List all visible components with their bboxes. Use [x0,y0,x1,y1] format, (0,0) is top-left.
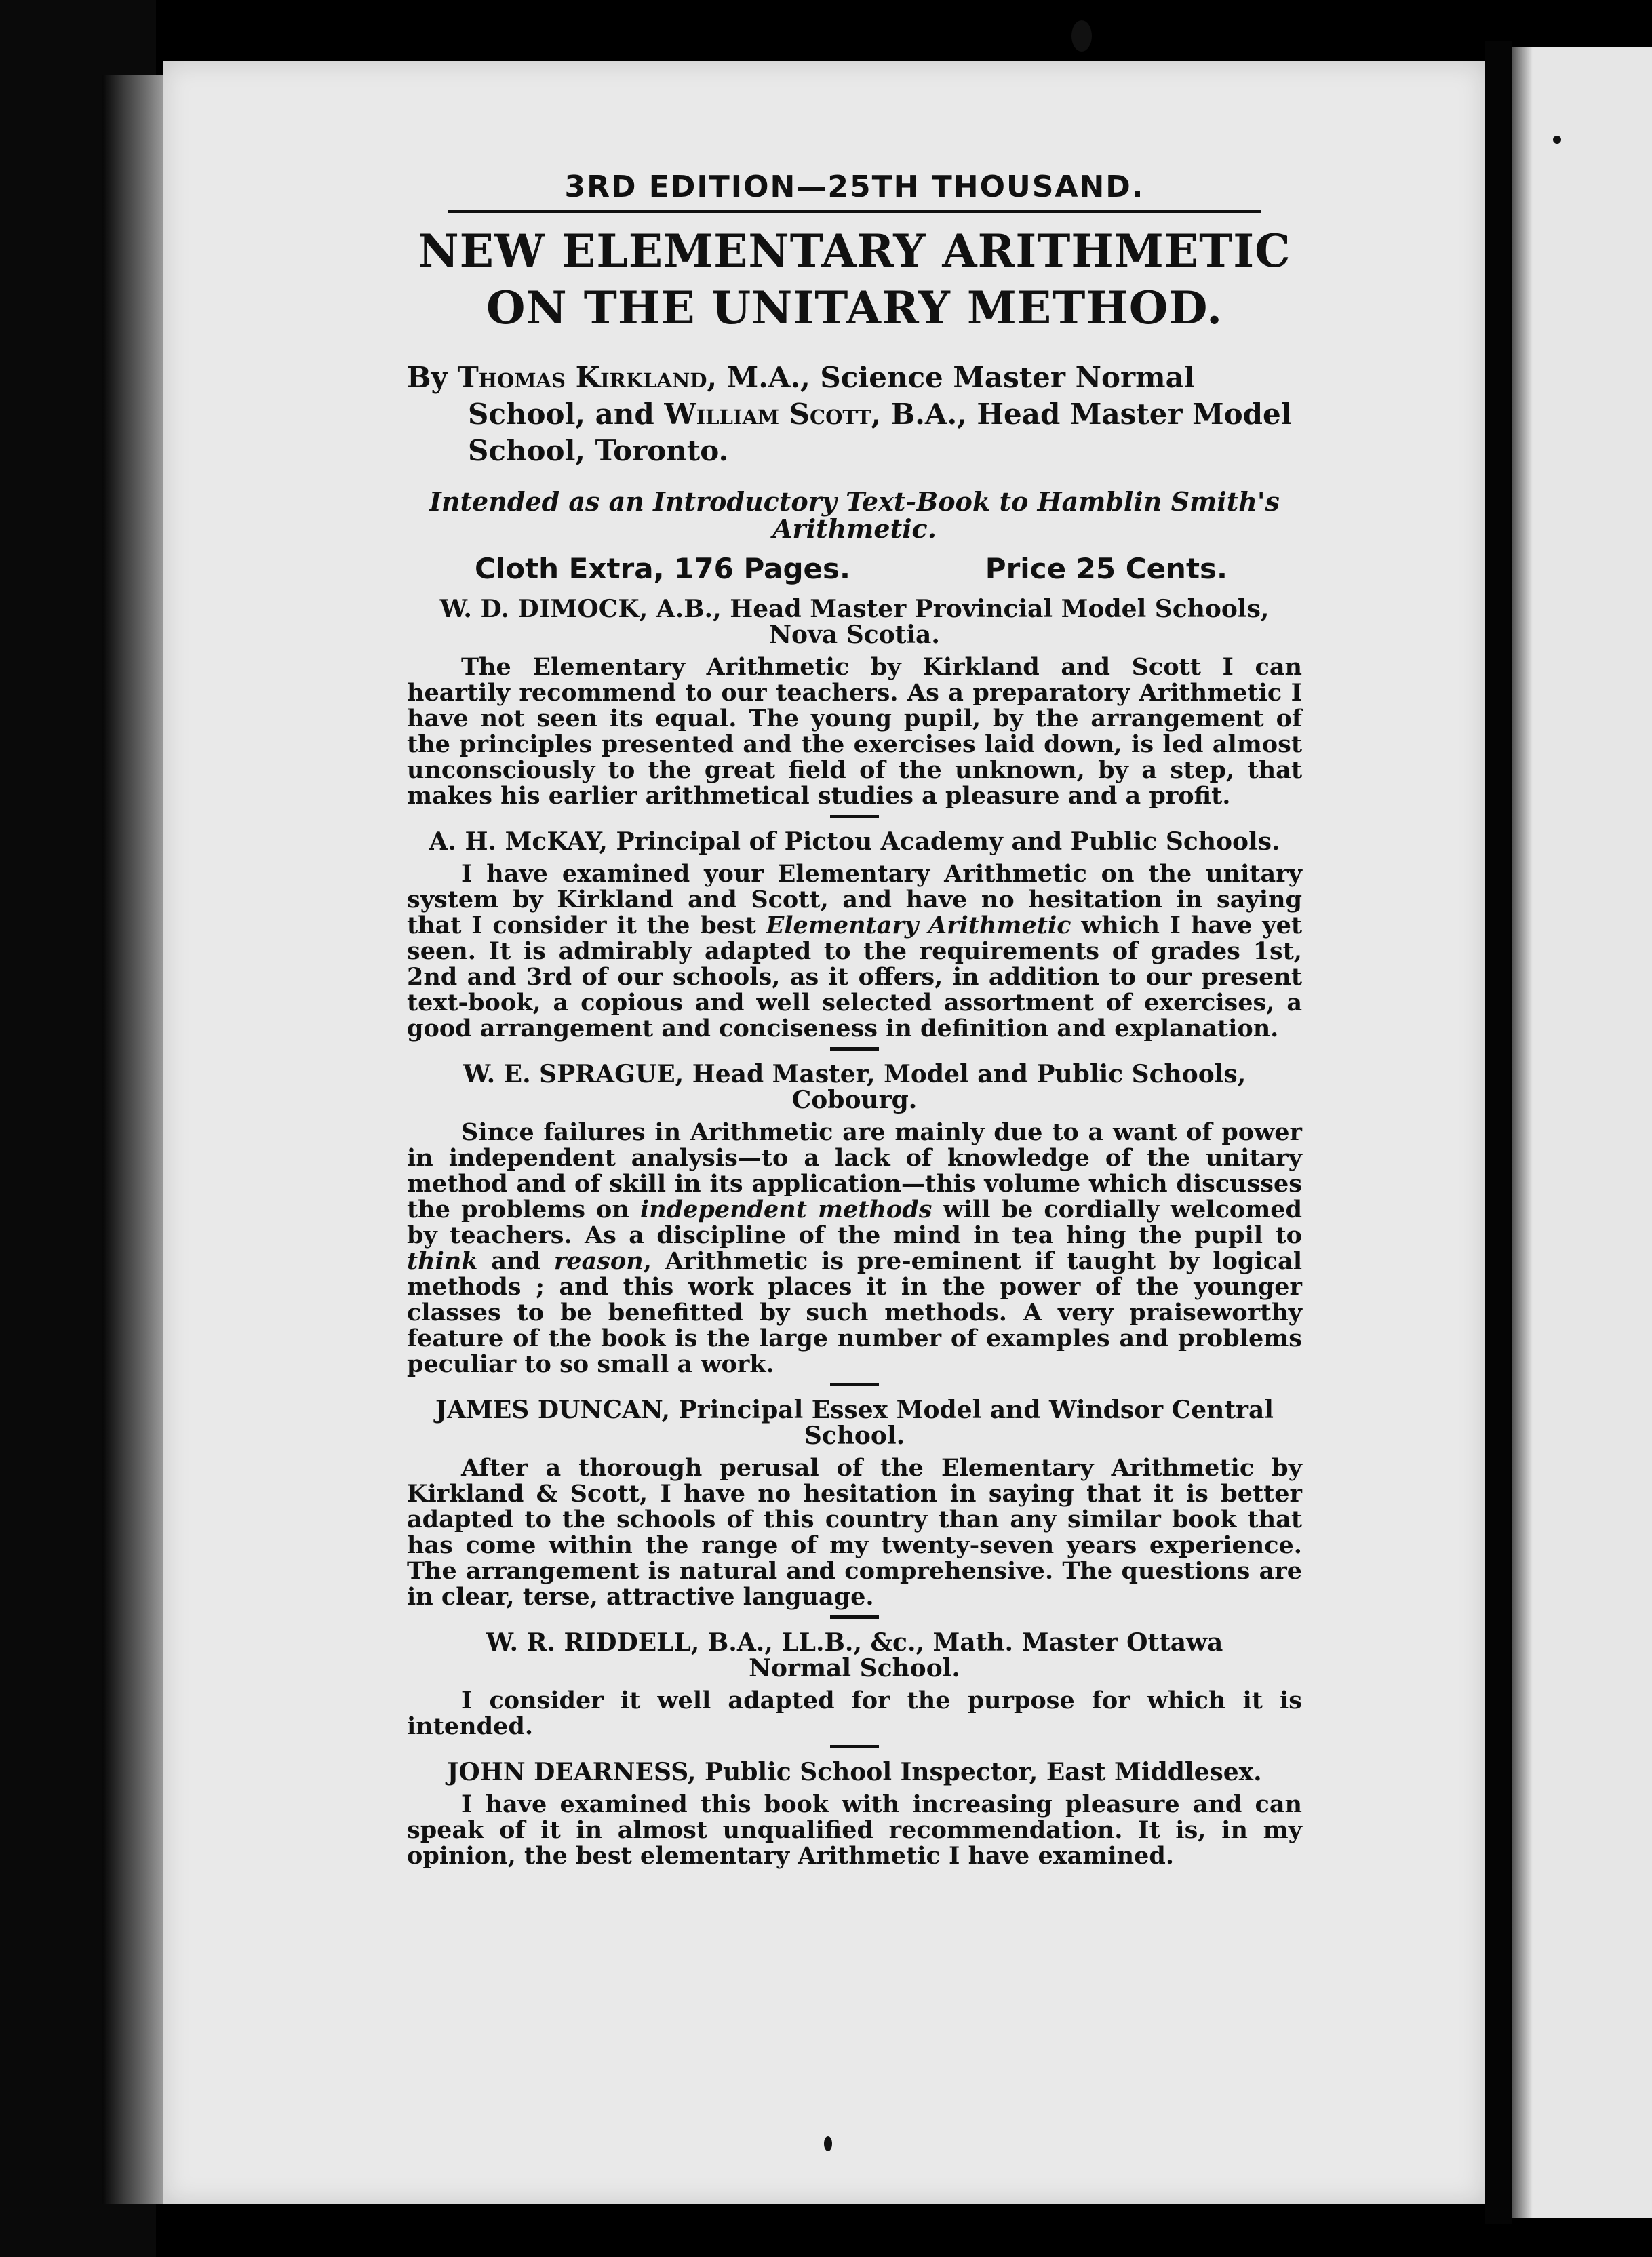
testimonial-author: JOHN DEARNESS, Public School Inspector, East Middlesex. [447,1758,1262,1786]
testimonial-head [407,829,1302,855]
testimonial-location: Nova Scotia. [769,621,940,649]
testimonial-dimock [407,596,1302,809]
testimonial-body: The Elementary Arithmetic by Kirkland and Scott I can heartily recommend to our teachers. As a preparatory Arithmetic I have not seen its equal. The young pupil, by the arrangement of the principles presented and the exercises laid down, is led almost unconsciously to the great field of the unknown, by a step, that makes his earlier arithmetical studies a pleasure and a profit. [407,653,1302,810]
testimonial-body: I have examined this book with increasing pleasure and can speak of it in almost unqualified recommendation. It is, in my opinion, the best elementary Arithmetic I have examined. [407,1790,1302,1870]
book-gutter [1485,41,1512,2224]
testimonial-author: JAMES DUNCAN, Principal Essex Model and Windsor Central [435,1396,1274,1424]
body-text: Since failures in Arithmetic are mainly due to a want of power in independent analysis—to a lack of knowledge of the unitary method and of skill in its application—this volume which discusses the problems on [407,1118,1302,1223]
testimonial-dearness [407,1759,1302,1869]
testimonial-head [407,1759,1302,1785]
price-text: Price 25 Cents. [985,552,1227,585]
testimonial-author: W. R. RIDDELL, B.A., LL.B., &c., Math. Master Ottawa [486,1628,1223,1657]
body-text: which I have yet seen. It is admirably adapted to the requirements of grades 1st, 2nd and 3rd of our schools, as it offers, in addition to our present text-book, a copious and well selected assortment of exercises, a good arrangement and conciseness in definition and explanation. [407,911,1303,1042]
body-text: , Arithmetic is pre-eminent if taught by logical methods ; and this work places it in the power of the younger classes to be benefitted by such methods. A very praiseworthy feature of the book is the large number of examples and problems peculiar to so small a work. [407,1247,1302,1378]
testimonial-head [407,1397,1302,1449]
testimonial-head [407,1061,1302,1113]
format-text: Cloth Extra, 176 Pages. [475,552,850,585]
testimonial-body [407,1120,1302,1377]
book-title [407,222,1302,336]
body-text: and [477,1247,554,1275]
testimonial-location: Normal School. [749,1654,960,1683]
body-emphasis: reason [553,1247,644,1275]
body-text: will be cordially welcomed by teachers. As a discipline of the mind in tea hing the pupil to [407,1196,1303,1249]
testimonial-body: After a thorough perusal of the Elementary Arithmetic by Kirkland & Scott, I have no hesitation in saying that it is better adapted to the schools of this country than any similar book that has come within the range of my twenty-seven years experience. The arrangement is natural and comprehensive. The questions are in clear, terse, attractive language. [407,1454,1302,1611]
testimonial-body: I consider it well adapted for the purpose for which it is intended. [407,1687,1302,1740]
author-1-details: , M.A., Science Master Normal School, [468,361,1195,431]
divider-rule [830,1615,879,1619]
title-line-2: ON THE UNITARY METHOD. [486,281,1223,334]
divider-rule [830,1383,879,1386]
body-emphasis: independent methods [640,1196,932,1223]
testimonial-location: Cobourg. [791,1086,918,1114]
author-2-name: William Scott [664,397,871,431]
byline-and: and [595,397,654,431]
byline-by: By [407,361,448,394]
author-1-name: Thomas Kirkland [457,361,707,394]
facing-page-shadow [1512,47,1533,2218]
edition-line: 3RD EDITION—25TH THOUSAND. [448,170,1261,213]
divider-rule [830,1047,879,1051]
testimonial-body [407,861,1302,1042]
testimonial-riddell [407,1630,1302,1740]
testimonial-author: W. D. DIMOCK, A.B., Head Master Provincial Model Schools, [439,595,1270,623]
testimonial-author: A. H. McKAY, Principal of Pictou Academy and Public Schools. [429,827,1280,856]
byline [407,359,1302,469]
testimonial-mckay [407,829,1302,1042]
testimonial-location: School. [804,1421,905,1450]
testimonial-sprague [407,1061,1302,1377]
title-line-1: NEW ELEMENTARY ARITHMETIC [418,224,1291,277]
divider-rule [830,1745,879,1748]
intended-note: Intended as an Introductory Text-Book to Hamblin Smith's Arithmetic. [429,486,1280,544]
testimonial-duncan [407,1397,1302,1610]
dust-speck [824,2136,832,2151]
price-row [475,552,1227,585]
divider-rule [830,815,879,818]
advertisement [407,170,1302,1869]
testimonial-author: W. E. SPRAGUE, Head Master, Model and Public Schools, [463,1060,1246,1088]
facing-page [1512,47,1652,2218]
dust-speck [1553,136,1561,144]
page-edge-shadow [102,75,163,2204]
author-2-details: , B.A., Head Master Model School, Toronto. [468,397,1292,467]
body-emphasis: think [407,1247,478,1275]
body-text: I have examined your Elementary Arithmetic on the unitary system by Kirkland and Scott, and have no hesitation in saying that I consider it the best [407,860,1302,939]
testimonial-head [407,596,1302,648]
body-emphasis: Elementary Arithmetic [766,911,1071,939]
dust-speck [1071,20,1092,52]
testimonial-head [407,1630,1302,1681]
